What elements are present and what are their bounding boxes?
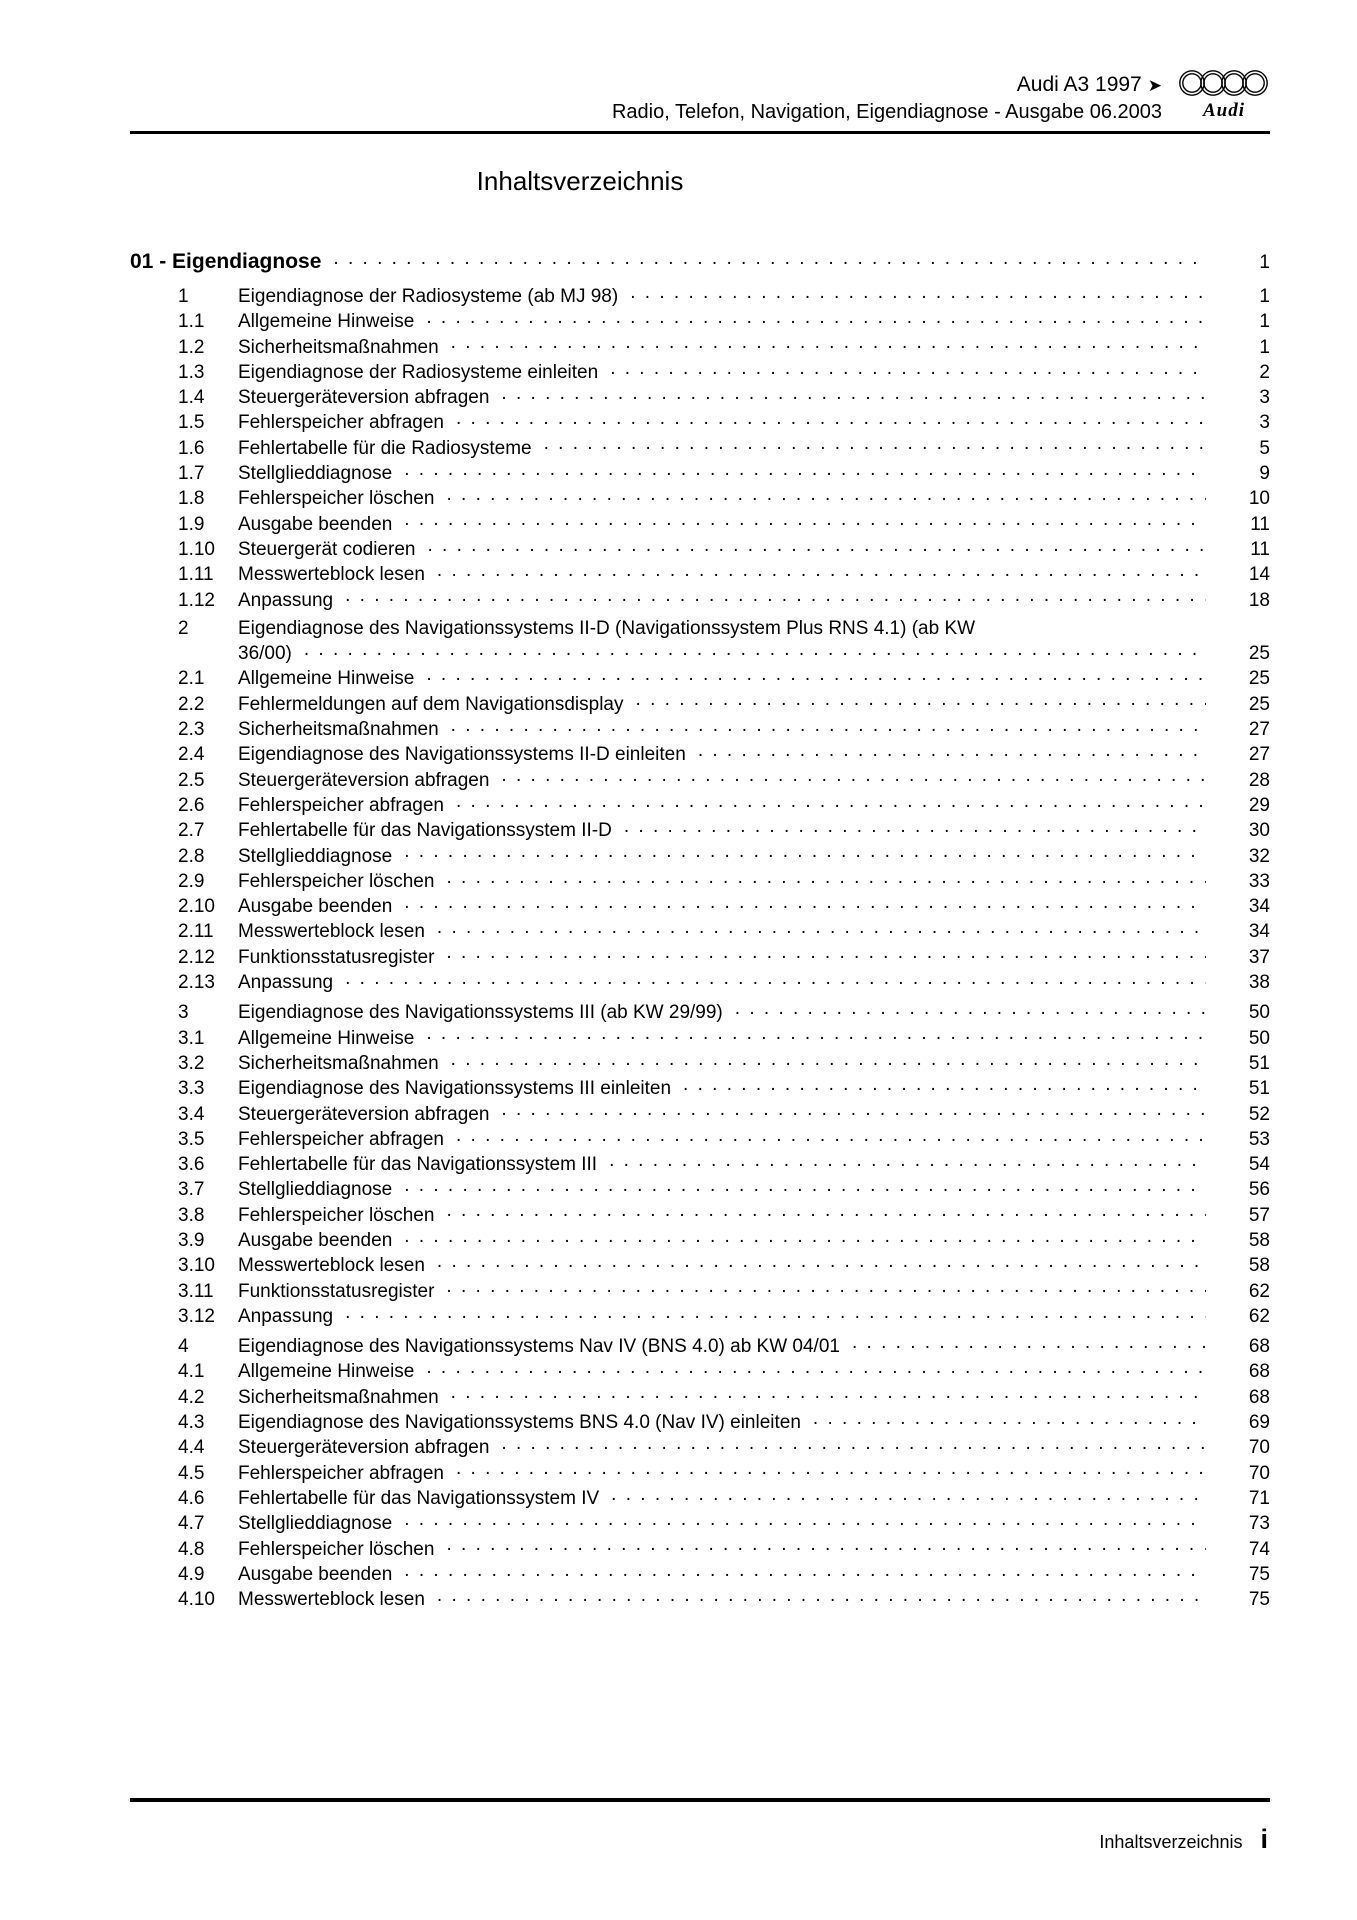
toc-entry-number: 2.9 xyxy=(178,870,205,892)
dot-leader xyxy=(446,1536,1206,1555)
toc-entry-page: 51 xyxy=(1248,1052,1270,1074)
dot-leader xyxy=(456,792,1206,811)
toc-entry-page: 25 xyxy=(1248,643,1270,665)
toc-entry[interactable] xyxy=(130,435,1270,460)
dot-leader xyxy=(501,384,1206,403)
toc-entry-number: 3.3 xyxy=(178,1078,205,1100)
toc-entry-number: 2.6 xyxy=(178,794,205,816)
toc-entry-title: Sicherheitsmaßnahmen xyxy=(238,1052,439,1074)
toc-entry-number: 3.5 xyxy=(178,1128,205,1150)
dot-leader xyxy=(451,334,1206,353)
toc-entry-title: Steuergerät codieren xyxy=(238,538,416,560)
toc-entry-number: 2.1 xyxy=(178,668,205,690)
dot-leader xyxy=(426,1358,1206,1377)
toc-entry[interactable] xyxy=(130,1278,1270,1303)
dot-leader xyxy=(446,944,1206,963)
dot-leader xyxy=(611,1485,1206,1504)
toc-entry-number: 3.6 xyxy=(178,1154,205,1176)
toc-entry-page: 50 xyxy=(1248,1027,1270,1049)
toc-entry-page: 73 xyxy=(1248,1513,1270,1535)
toc-entry-number: 2.3 xyxy=(178,719,205,741)
toc-entry[interactable] xyxy=(130,1434,1270,1459)
toc-entry-page: 10 xyxy=(1248,488,1270,510)
page-header xyxy=(130,0,1270,134)
toc-entry-title: Eigendiagnose der Radiosysteme (ab MJ 98) xyxy=(238,286,619,307)
toc-entry-title: Sicherheitsmaßnahmen xyxy=(238,719,439,741)
dot-leader xyxy=(446,1202,1206,1221)
toc-entry-number: 4.6 xyxy=(178,1487,205,1509)
dot-leader xyxy=(698,741,1206,760)
toc-entry-page: 14 xyxy=(1248,564,1270,586)
toc-entry-page: 5 xyxy=(1259,437,1270,459)
toc-entry-number: 2.8 xyxy=(178,845,205,867)
toc-entry-number: 4.2 xyxy=(178,1386,205,1408)
toc-entry-page: 71 xyxy=(1248,1487,1270,1509)
toc-entry-number: 1.11 xyxy=(178,564,214,586)
toc-entry[interactable] xyxy=(130,511,1270,536)
toc-entry[interactable] xyxy=(130,691,1270,716)
toc-entry[interactable] xyxy=(130,792,1270,817)
toc-entry-page: 34 xyxy=(1248,921,1270,943)
dot-leader xyxy=(609,1151,1206,1170)
dot-leader xyxy=(426,665,1206,684)
toc-entry-number: 2.7 xyxy=(178,820,205,842)
toc-entry-title: Stellglieddiagnose xyxy=(238,845,393,867)
toc-entry[interactable] xyxy=(130,741,1270,766)
toc-entry-number: 1.12 xyxy=(178,589,215,611)
toc-entry-page: 29 xyxy=(1248,794,1270,816)
toc-entry-number: 3.1 xyxy=(178,1027,205,1049)
toc-entry[interactable] xyxy=(130,969,1270,994)
toc-entry-title: Fehlerspeicher abfragen xyxy=(238,1128,444,1150)
toc-entry-number: 4.1 xyxy=(178,1361,205,1383)
toc-entry-title: Fehlerspeicher löschen xyxy=(238,1538,435,1560)
page-footer xyxy=(130,1798,1270,1855)
toc-entry-number: 3.10 xyxy=(178,1255,215,1277)
toc-entry[interactable] xyxy=(130,1303,1270,1328)
header-model-line xyxy=(130,72,1162,99)
toc-entry-number: 3.9 xyxy=(178,1229,205,1251)
header-subtitle: Radio, Telefon, Navigation, Eigendiagnose - Ausgabe 06.2003 xyxy=(611,101,1162,123)
document-page xyxy=(130,0,1270,1611)
toc-entry[interactable] xyxy=(130,893,1270,918)
dot-leader xyxy=(446,485,1206,504)
footer-section-label: Inhaltsverzeichnis xyxy=(1099,1832,1243,1852)
toc-entry-number: 1.7 xyxy=(178,463,205,485)
toc-entry-title: Fehlertabelle für das Navigationssystem IV xyxy=(238,1487,600,1509)
toc-entry-page: 34 xyxy=(1248,896,1270,918)
toc-entry[interactable] xyxy=(130,1101,1270,1126)
toc-entry-title: Ausgabe beenden xyxy=(238,1563,393,1585)
toc-entry-page: 68 xyxy=(1248,1336,1270,1358)
dot-leader xyxy=(437,1586,1206,1605)
toc-entry-page: 70 xyxy=(1248,1437,1270,1459)
toc-entry-title: Eigendiagnose des Navigationssystems BNS 4.0 (Nav IV) einleiten xyxy=(238,1412,801,1434)
dot-leader xyxy=(404,843,1206,862)
audi-logo xyxy=(1178,66,1270,122)
dot-leader xyxy=(304,640,1206,659)
toc-entry-title: Ausgabe beenden xyxy=(238,513,393,535)
toc-entry[interactable] xyxy=(130,359,1270,384)
toc-entry[interactable] xyxy=(130,817,1270,842)
toc-entry-page: 18 xyxy=(1248,589,1270,611)
dot-leader xyxy=(404,460,1206,479)
toc-entry-title: Messwerteblock lesen xyxy=(238,921,425,943)
dot-leader xyxy=(437,561,1206,580)
toc-entry[interactable] xyxy=(130,868,1270,893)
toc-entry-number: 4.4 xyxy=(178,1437,205,1459)
toc-entry-page: 58 xyxy=(1248,1255,1270,1277)
toc-entry[interactable] xyxy=(130,1358,1270,1383)
dot-leader xyxy=(624,817,1206,836)
dot-leader xyxy=(610,359,1206,378)
audi-wordmark: Audi xyxy=(1202,100,1246,121)
toc-entry-page: 68 xyxy=(1248,1361,1270,1383)
toc-entry-number: 2.5 xyxy=(178,769,205,791)
toc-entry-number: 1 xyxy=(178,286,189,307)
toc-entry-page: 1 xyxy=(1259,286,1270,307)
toc-entry-page: 51 xyxy=(1248,1078,1270,1100)
toc-entry-title: Ausgabe beenden xyxy=(238,1229,393,1251)
toc-entry[interactable] xyxy=(130,617,1270,666)
dot-leader xyxy=(426,1025,1206,1044)
toc-entry[interactable] xyxy=(130,1227,1270,1252)
toc-entry-title: Anpassung xyxy=(238,1305,334,1327)
toc-entry-number: 4.10 xyxy=(178,1589,215,1611)
toc-entry-title: Fehlerspeicher löschen xyxy=(238,488,435,510)
dot-leader xyxy=(451,1050,1206,1069)
dot-leader xyxy=(456,409,1206,428)
toc-entry-title: Eigendiagnose der Radiosysteme einleiten xyxy=(238,361,599,383)
toc-entry-page: 2 xyxy=(1259,361,1270,383)
toc-entry[interactable] xyxy=(130,716,1270,741)
toc-entry-title: Messwerteblock lesen xyxy=(238,564,425,586)
dot-leader xyxy=(446,1278,1206,1297)
toc-entry-page: 11 xyxy=(1250,538,1270,560)
dot-leader xyxy=(404,1510,1206,1529)
toc-entry-number: 3.8 xyxy=(178,1204,205,1226)
dot-leader xyxy=(852,1333,1206,1352)
toc-entry-page: 9 xyxy=(1259,463,1270,485)
toc-entry[interactable] xyxy=(130,944,1270,969)
toc-entry[interactable] xyxy=(130,460,1270,485)
toc-entry-number: 1.8 xyxy=(178,488,205,510)
dot-leader xyxy=(404,893,1206,912)
toc-entry-number: 3.4 xyxy=(178,1103,205,1125)
dot-leader xyxy=(437,1252,1206,1271)
toc-entry-title: Eigendiagnose des Navigationssystems Nav IV (BNS 4.0) ab KW 04/01 xyxy=(238,1336,840,1358)
toc-entry-title: Messwerteblock lesen xyxy=(238,1255,425,1277)
toc-entry-title: Stellglieddiagnose xyxy=(238,1513,393,1535)
dot-leader xyxy=(345,1303,1206,1322)
toc-entry-number: 2.10 xyxy=(178,896,215,918)
toc-entry-page: 62 xyxy=(1248,1280,1270,1302)
dot-leader xyxy=(683,1075,1206,1094)
dot-leader xyxy=(333,247,1206,268)
toc-entry[interactable] xyxy=(130,561,1270,586)
toc-entry[interactable] xyxy=(130,1050,1270,1075)
toc-entry-number: 2.12 xyxy=(178,946,215,968)
toc-entry-number: 3.7 xyxy=(178,1179,205,1201)
toc-entry[interactable] xyxy=(130,1485,1270,1510)
toc-entry-title: Anpassung xyxy=(238,589,334,611)
toc-entry-page: 57 xyxy=(1248,1204,1270,1226)
toc-entry-title: Allgemeine Hinweise xyxy=(238,1361,415,1383)
toc-entry-number: 4.5 xyxy=(178,1462,205,1484)
audi-rings-icon xyxy=(1178,66,1270,102)
toc-entry-page: 62 xyxy=(1248,1305,1270,1327)
toc-entry-title: Fehlerspeicher abfragen xyxy=(238,794,444,816)
table-of-contents xyxy=(130,247,1270,1611)
toc-entry-title: Ausgabe beenden xyxy=(238,896,393,918)
toc-entry-title: Fehlerspeicher abfragen xyxy=(238,412,444,434)
dot-leader xyxy=(813,1409,1206,1428)
toc-entry-page: 1 xyxy=(1259,311,1270,333)
toc-entry-page: 54 xyxy=(1248,1154,1270,1176)
toc-entry[interactable] xyxy=(130,1202,1270,1227)
toc-entry[interactable] xyxy=(130,1176,1270,1201)
toc-entry-title: Eigendiagnose des Navigationssystems III (ab KW 29/99) xyxy=(238,1002,723,1024)
dot-leader xyxy=(636,691,1206,710)
toc-entry[interactable] xyxy=(130,1126,1270,1151)
toc-entry-number: 1.2 xyxy=(178,336,205,358)
toc-entry-number: 1.10 xyxy=(178,538,215,560)
toc-entry-page: 68 xyxy=(1248,1386,1270,1408)
toc-entry-number: 2.2 xyxy=(178,693,205,715)
toc-entry[interactable] xyxy=(130,409,1270,434)
dot-leader xyxy=(426,308,1206,327)
model-name: Audi A3 1997 xyxy=(1016,73,1142,96)
toc-entry-title-continued: 36/00) xyxy=(238,643,292,665)
toc-entry-title: Steuergeräteversion abfragen xyxy=(238,1103,490,1125)
dot-leader xyxy=(446,868,1206,887)
toc-entry-page: 3 xyxy=(1259,412,1270,434)
dot-leader xyxy=(345,587,1206,606)
toc-entry-title: Funktionsstatusregister xyxy=(238,1280,435,1302)
toc-entry-title: Fehlerspeicher löschen xyxy=(238,870,435,892)
dot-leader xyxy=(451,716,1206,735)
toc-entry[interactable] xyxy=(130,1460,1270,1485)
toc-chapter-heading[interactable] xyxy=(130,247,1270,274)
toc-entry-title: Fehlerspeicher löschen xyxy=(238,1204,435,1226)
toc-entry-page: 27 xyxy=(1248,744,1270,766)
toc-entry[interactable] xyxy=(130,1586,1270,1611)
toc-entry-title: Fehlermeldungen auf dem Navigationsdisplay xyxy=(238,693,624,715)
toc-entry-title: Steuergeräteversion abfragen xyxy=(238,387,490,409)
toc-chapter-page: 1 xyxy=(1259,252,1270,273)
dot-leader xyxy=(456,1126,1206,1145)
toc-entry-page: 3 xyxy=(1259,387,1270,409)
toc-entry-page: 75 xyxy=(1248,1563,1270,1585)
toc-entry-number: 1.4 xyxy=(178,387,205,409)
toc-entry-title: Stellglieddiagnose xyxy=(238,1179,393,1201)
toc-entry-page: 11 xyxy=(1250,513,1270,535)
toc-entry-list xyxy=(130,283,1270,1611)
toc-entry-number: 4.9 xyxy=(178,1563,205,1585)
dot-leader xyxy=(501,767,1206,786)
toc-entry[interactable] xyxy=(130,485,1270,510)
footer-page-number: i xyxy=(1260,1824,1268,1854)
toc-entry[interactable] xyxy=(130,283,1270,308)
toc-entry-page: 1 xyxy=(1259,336,1270,358)
toc-entry[interactable] xyxy=(130,1252,1270,1277)
toc-entry[interactable] xyxy=(130,1075,1270,1100)
toc-entry-number: 2.4 xyxy=(178,744,205,766)
toc-entry-number: 3.12 xyxy=(178,1305,215,1327)
toc-entry[interactable] xyxy=(130,587,1270,612)
toc-entry-number: 3.11 xyxy=(178,1280,214,1302)
toc-entry[interactable] xyxy=(130,843,1270,868)
dot-leader xyxy=(451,1384,1206,1403)
toc-entry-page: 53 xyxy=(1248,1128,1270,1150)
toc-entry[interactable] xyxy=(130,767,1270,792)
toc-entry[interactable] xyxy=(130,308,1270,333)
toc-entry-number: 1.6 xyxy=(178,437,205,459)
toc-entry-number: 2 xyxy=(178,617,189,639)
toc-entry[interactable] xyxy=(130,1536,1270,1561)
toc-entry-title: Funktionsstatusregister xyxy=(238,946,435,968)
footer-divider xyxy=(130,1798,1270,1802)
toc-entry-title: Sicherheitsmaßnahmen xyxy=(238,336,439,358)
toc-entry-number: 1.9 xyxy=(178,513,205,535)
toc-entry[interactable] xyxy=(130,1151,1270,1176)
toc-entry-title: Eigendiagnose des Navigationssystems III einleiten xyxy=(238,1078,672,1100)
model-year-arrow-icon: ➤ xyxy=(1147,76,1162,95)
toc-entry[interactable] xyxy=(130,334,1270,359)
toc-entry[interactable] xyxy=(130,536,1270,561)
toc-entry-number: 1.5 xyxy=(178,412,205,434)
toc-entry[interactable] xyxy=(130,918,1270,943)
dot-leader xyxy=(501,1101,1206,1120)
toc-entry-title: Sicherheitsmaßnahmen xyxy=(238,1386,439,1408)
toc-entry-page: 28 xyxy=(1248,769,1270,791)
toc-entry-title: Fehlerspeicher abfragen xyxy=(238,1462,444,1484)
toc-entry-number: 4.3 xyxy=(178,1412,205,1434)
toc-entry-number: 4.7 xyxy=(178,1513,205,1535)
dot-leader xyxy=(427,536,1206,555)
toc-entry-page: 56 xyxy=(1248,1179,1270,1201)
dot-leader xyxy=(345,969,1206,988)
toc-entry-title: Steuergeräteversion abfragen xyxy=(238,1437,490,1459)
dot-leader xyxy=(544,435,1206,454)
toc-entry-title: Steuergeräteversion abfragen xyxy=(238,769,490,791)
toc-entry-page: 50 xyxy=(1248,1002,1270,1024)
toc-entry-title: Fehlertabelle für die Radiosysteme xyxy=(238,437,532,459)
toc-entry-page: 75 xyxy=(1248,1589,1270,1611)
dot-leader xyxy=(501,1434,1206,1453)
dot-leader xyxy=(437,918,1206,937)
toc-entry-title: Allgemeine Hinweise xyxy=(238,668,415,690)
toc-entry-page: 38 xyxy=(1248,972,1270,994)
toc-entry-title: Messwerteblock lesen xyxy=(238,1589,425,1611)
toc-entry-title: Allgemeine Hinweise xyxy=(238,1027,415,1049)
toc-entry-page: 30 xyxy=(1248,820,1270,842)
dot-leader xyxy=(630,283,1206,302)
toc-entry-page: 25 xyxy=(1248,668,1270,690)
header-divider xyxy=(130,131,1270,134)
dot-leader xyxy=(404,511,1206,530)
toc-entry[interactable] xyxy=(130,1333,1270,1358)
dot-leader xyxy=(735,999,1206,1018)
toc-entry-title: Eigendiagnose des Navigationssystems II-D einleiten xyxy=(238,744,686,766)
toc-entry-page: 25 xyxy=(1248,693,1270,715)
toc-entry-page: 69 xyxy=(1248,1412,1270,1434)
toc-entry-number: 3 xyxy=(178,1002,189,1024)
toc-entry-number: 2.11 xyxy=(178,921,214,943)
toc-entry[interactable] xyxy=(130,384,1270,409)
toc-entry-title: Fehlertabelle für das Navigationssystem II-D xyxy=(238,820,612,842)
toc-chapter-label: 01 - Eigendiagnose xyxy=(130,250,322,273)
toc-entry-number: 1.3 xyxy=(178,361,205,383)
toc-entry-page: 33 xyxy=(1248,870,1270,892)
header-text xyxy=(130,72,1270,125)
toc-entry[interactable] xyxy=(130,1510,1270,1535)
toc-entry-title: Stellglieddiagnose xyxy=(238,463,393,485)
dot-leader xyxy=(456,1460,1206,1479)
toc-entry-page: 70 xyxy=(1248,1462,1270,1484)
dot-leader xyxy=(404,1176,1206,1195)
toc-entry-title: Fehlertabelle für das Navigationssystem III xyxy=(238,1154,598,1176)
toc-entry[interactable] xyxy=(130,1025,1270,1050)
toc-entry-page: 58 xyxy=(1248,1229,1270,1251)
toc-entry[interactable] xyxy=(130,1409,1270,1434)
dot-leader xyxy=(404,1227,1206,1246)
toc-entry-number: 4.8 xyxy=(178,1538,205,1560)
toc-entry-title: Anpassung xyxy=(238,972,334,994)
toc-entry-number: 4 xyxy=(178,1336,189,1358)
toc-entry-page: 37 xyxy=(1248,946,1270,968)
toc-entry-page: 52 xyxy=(1248,1103,1270,1125)
toc-entry[interactable] xyxy=(130,1561,1270,1586)
toc-entry-number: 2.13 xyxy=(178,972,215,994)
toc-entry-title: Eigendiagnose des Navigationssystems II-D (Navigationssystem Plus RNS 4.1) (ab KW xyxy=(238,617,976,639)
toc-entry[interactable] xyxy=(130,665,1270,690)
toc-entry-title: Allgemeine Hinweise xyxy=(238,311,415,333)
dot-leader xyxy=(404,1561,1206,1580)
toc-entry[interactable] xyxy=(130,999,1270,1024)
toc-entry-page: 32 xyxy=(1248,845,1270,867)
toc-entry-page: 74 xyxy=(1248,1538,1270,1560)
page-title: Inhaltsverzeichnis xyxy=(476,166,684,196)
toc-entry-page: 27 xyxy=(1248,719,1270,741)
toc-entry-number: 1.1 xyxy=(178,311,205,333)
toc-entry[interactable] xyxy=(130,1384,1270,1409)
toc-entry-number: 3.2 xyxy=(178,1052,205,1074)
